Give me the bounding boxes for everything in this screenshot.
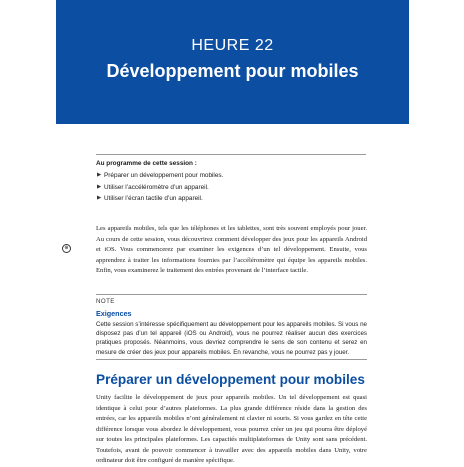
chapter-banner — [56, 0, 409, 124]
target-icon: ⊕ — [62, 244, 71, 253]
agenda-item: ▶ Utiliser l’accéléromètre d’un appareil. — [97, 183, 209, 191]
intro-paragraph: Les appareils mobiles, tels que les téléphones et les tablettes, sont très souvent employés pour jouer. Au cours de cette session, vous découvrirez comment développer des jeux pour les appareils Android et iOS. Vous commencerez par examiner les exigences d’un tel développement. Ensuite, vous apprendrez à traiter les informations fournies par l’accéléromètre qui équipe les appareils mobiles. Enfin, vous examinerez le traitement des entrées provenant de l’interface tactile. — [96, 225, 367, 274]
triangle-bullet-icon: ▶ — [97, 172, 102, 178]
agenda-title: Au programme de cette session : — [96, 160, 197, 167]
note-label: NOTE — [96, 298, 115, 305]
agenda-item: ▶ Utiliser l’écran tactile d’un appareil. — [97, 195, 203, 203]
chapter-title: Développement pour mobiles — [106, 61, 359, 81]
note-title: Exigences — [96, 309, 132, 318]
triangle-bullet-icon: ▶ — [97, 183, 102, 190]
agenda-item: ▶ Préparer un développement pour mobiles. — [97, 172, 224, 179]
agenda-list — [96, 172, 366, 202]
triangle-bullet-icon: ▶ — [97, 195, 102, 202]
note-box — [96, 294, 367, 357]
section-paragraph: Unity facilite le développement de jeux pour appareils mobiles. Un tel développement est quasi identique à celui pour d’autres plateformes. La plus grande différence réside dans la gestion des entrées, car les appareils mobiles n’ont généralement ni clavier ni souris. Si vous gardez en tête cette différence lorsque vous abordez le développement, vous pourrez créer un jeu qui pourra être déployé sur toutes les principales plateformes. Les capacités multiplateformes de Unity sont sans précédent. Toutefois, avant de pouvoir commencer à travailler avec des appareils mobiles dans Unity, votre ordinateur doit être configuré de manière spécifique. — [96, 394, 367, 464]
note-divider — [96, 359, 367, 360]
session-agenda — [96, 154, 366, 207]
section-heading: Préparer un développement pour mobiles — [96, 372, 365, 387]
chapter-number: HEURE 22 — [191, 37, 274, 54]
note-text: Cette session s’intéresse spécifiquement au développement pour les appareils mobiles. Si vous ne disposez pas d’un tel appareil (iOS ou Android), vous ne pourrez réaliser aucun des exercices pratiques proposés. Néanmoins, vous devriez comprendre le sens de son contenu et serez en mesure de créer des jeux pour appareils mobiles. En revanche, vous ne pourrez pas y jouer. — [96, 321, 367, 356]
